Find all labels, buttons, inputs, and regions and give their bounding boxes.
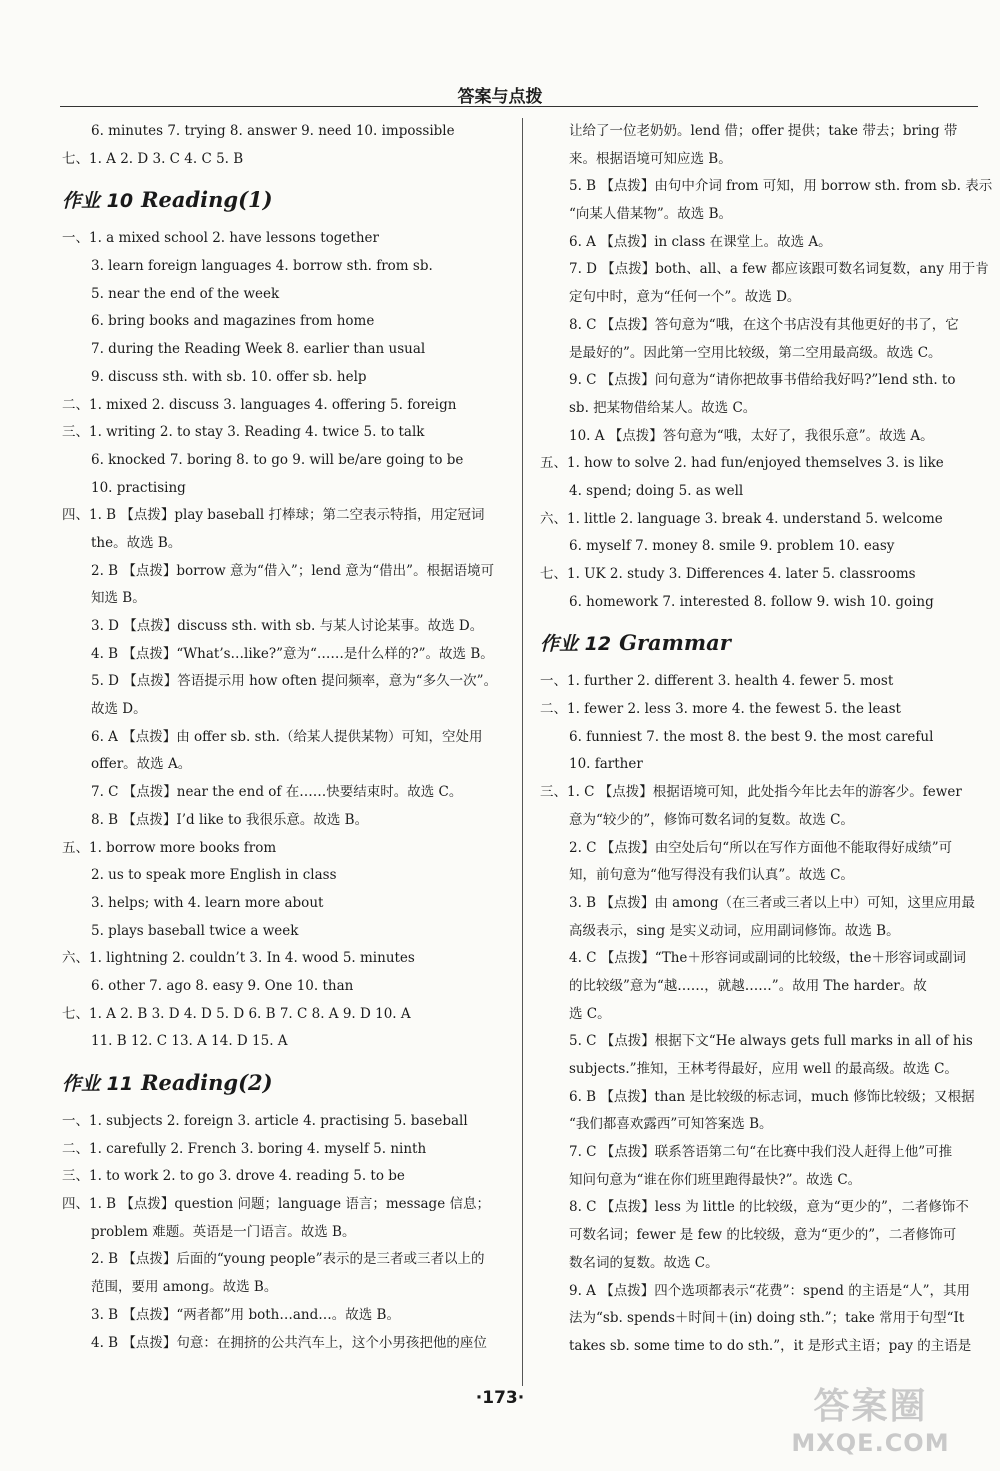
answer-line: 3. B 【点拨】由 among（在三者或三者以上中）可知，这里应用最 xyxy=(569,894,975,911)
answer-line: 5. B 【点拨】由句中介词 from 可知，用 borrow sth. from sb. 表示 xyxy=(569,178,993,195)
answer-line: 6. funniest 7. the most 8. the best 9. the most careful xyxy=(569,728,934,745)
answer-line: 的比较级”意为“越……，就越……”。故用 The harder。故 xyxy=(569,977,927,994)
answer-line: 三、1. writing 2. to stay 3. Reading 4. twice 5. to talk xyxy=(62,424,425,441)
answer-line: 4. C 【点拨】“The＋形容词或副词的比较级，the＋形容词或副词 xyxy=(569,950,966,967)
section-title xyxy=(62,185,502,215)
answer-line: 五、1. borrow more books from xyxy=(62,839,277,856)
answer-line: 三、1. to work 2. to go 3. drove 4. reading 5. to be xyxy=(62,1168,405,1185)
answer-line: 知问句意为“谁在你们班里跑得最快?”。故选 C。 xyxy=(569,1171,862,1188)
answer-line: 二、1. fewer 2. less 3. more 4. the fewest 5. the least xyxy=(540,701,901,718)
answer-line: the。故选 B。 xyxy=(91,534,182,551)
answer-line: 数名词的复数。故选 C。 xyxy=(569,1254,719,1271)
answer-line: 3. helps; with 4. learn more about xyxy=(91,894,324,911)
answer-line: 4. spend; doing 5. as well xyxy=(569,482,744,499)
section-name: Grammar xyxy=(619,630,731,656)
answer-line: 让给了一位老奶奶。lend 借；offer 提供；take 带去；bring 带 xyxy=(569,123,958,139)
answer-line: 二、1. mixed 2. discuss 3. languages 4. offering 5. foreign xyxy=(62,396,457,413)
answer-line: 6. bring books and magazines from home xyxy=(91,313,375,330)
answer-line: 9. A 【点拨】四个选项都表示“花费”：spend 的主语是“人”，其用 xyxy=(569,1282,971,1299)
answer-line: 四、1. B 【点拨】play baseball 打棒球；第二空表示特指，用定冠词 xyxy=(62,507,485,524)
answer-line: 10. A 【点拨】答句意为“哦，太好了，我很乐意”。故选 A。 xyxy=(569,427,934,444)
answer-line: 9. discuss sth. with sb. 10. offer sb. help xyxy=(91,368,367,385)
answer-line: 是最好的”。因此第一空用比较级，第二空用最高级。故选 C。 xyxy=(569,344,942,361)
answer-line: 六、1. little 2. language 3. break 4. understand 5. welcome xyxy=(540,510,943,527)
page-header-title: 答案与点拨 xyxy=(457,87,543,107)
answer-line: 七、1. A 2. B 3. D 4. D 5. D 6. B 7. C 8. A 9. D 10. A xyxy=(62,1005,411,1022)
watermark-logo xyxy=(763,1385,978,1465)
answer-line: 9. C 【点拨】问句意为“请你把故事书借给我好吗?”lend sth. to xyxy=(569,372,956,389)
column-divider xyxy=(522,118,523,1386)
answer-line: 2. us to speak more English in class xyxy=(91,867,337,884)
answer-line: 法为“sb. spends＋时间＋(in) doing sth.”；take 常用于句型“It xyxy=(569,1310,965,1327)
answer-line: 高级表示，sing 是实义动词，应用副词修饰。故选 B。 xyxy=(569,922,900,939)
answer-line: 8. C 【点拨】答句意为“哦，在这个书店没有其他更好的书了，它 xyxy=(569,316,959,333)
answer-line: 三、1. C 【点拨】根据语境可知，此处指今年比去年的游客少。fewer xyxy=(540,784,962,801)
answer-line: problem 难题。英语是一门语言。故选 B。 xyxy=(91,1223,356,1240)
watermark-url-text: MXQE.COM xyxy=(791,1429,950,1457)
answer-line: 3. B 【点拨】“两者都”用 both…and…。故选 B。 xyxy=(91,1306,400,1323)
answer-line: 5. plays baseball twice a week xyxy=(91,922,299,939)
answer-line: “向某人借某物”。故选 B。 xyxy=(569,206,733,223)
answer-line: 2. B 【点拨】borrow 意为“借入”；lend 意为“借出”。根据语境可 xyxy=(91,562,495,579)
answer-line: 6. A 【点拨】in class 在课堂上。故选 A。 xyxy=(569,233,832,250)
answer-line: 来。根据语境可知应选 B。 xyxy=(569,150,732,167)
answer-line: 选 C。 xyxy=(569,1005,611,1022)
answer-line: 10. farther xyxy=(569,756,643,773)
answer-line: 2. C 【点拨】由空处后句“所以在写作方面他不能取得好成绩”可 xyxy=(569,839,953,856)
answer-line: 四、1. B 【点拨】question 问题；language 语言；message 信息； xyxy=(62,1196,490,1213)
answer-line: 一、1. further 2. different 3. health 4. fewer 5. most xyxy=(540,673,894,690)
section-label: 作业 12 xyxy=(540,633,612,656)
answer-line: 6. other 7. ago 8. easy 9. One 10. than xyxy=(91,977,354,994)
answer-line: 五、1. how to solve 2. had fun/enjoyed themselves 3. is like xyxy=(540,455,944,472)
answer-line: 六、1. lightning 2. couldn’t 3. In 4. wood 5. minutes xyxy=(62,950,415,967)
answer-line: 范围，要用 among。故选 B。 xyxy=(91,1279,278,1296)
section-label: 作业 10 xyxy=(62,190,134,213)
answer-line: 故选 D。 xyxy=(91,701,147,718)
answer-line: 5. C 【点拨】根据下文“He always gets full marks in all of his xyxy=(569,1033,973,1050)
answer-line: 6. knocked 7. boring 8. to go 9. will be/are going to be xyxy=(91,451,464,468)
answer-line: 6. homework 7. interested 8. follow 9. wish 10. going xyxy=(569,593,934,610)
answer-line: 2. B 【点拨】后面的“young people”表示的是三者或三者以上的 xyxy=(91,1251,485,1268)
answer-line: 知，前句意为“他写得没有我们认真”。故选 C。 xyxy=(569,867,854,884)
answer-line: 7. C 【点拨】联系答语第二句“在比赛中我们没人赶得上他”可推 xyxy=(569,1144,953,1161)
left-column xyxy=(62,118,502,1357)
answer-line: 3. learn foreign languages 4. borrow sth. from sb. xyxy=(91,258,433,275)
answer-line: 5. near the end of the week xyxy=(91,285,280,302)
right-column xyxy=(540,118,993,1361)
answer-line: 一、1. subjects 2. foreign 3. article 4. practising 5. baseball xyxy=(62,1113,468,1129)
answer-line: 6. B 【点拨】than 是比较级的标志词，much 修饰比较级；又根据 xyxy=(569,1088,975,1105)
answer-line: 七、1. UK 2. study 3. Differences 4. later 5. classrooms xyxy=(540,566,916,582)
answer-line: offer。故选 A。 xyxy=(91,756,192,773)
answer-line: 4. B 【点拨】“What’s…like?”意为“……是什么样的?”。故选 B。 xyxy=(91,645,494,662)
answer-line: 7. during the Reading Week 8. earlier than usual xyxy=(91,341,426,358)
answer-line: subjects.”推知，王林考得最好，应用 well 的最高级。故选 C。 xyxy=(569,1061,958,1077)
watermark-main-text: 答案圈 xyxy=(813,1386,928,1427)
answer-line: 10. practising xyxy=(91,479,186,496)
answer-line: 6. myself 7. money 8. smile 9. problem 10. easy xyxy=(569,538,895,555)
answer-line: 8. C 【点拨】less 为 little 的比较级，意为“更少的”，二者修饰不 xyxy=(569,1199,969,1216)
section-name: Reading(1) xyxy=(141,187,273,213)
answer-line: 可数名词；fewer 是 few 的比较级，意为“更少的”，二者修饰可 xyxy=(569,1227,957,1244)
section-label: 作业 11 xyxy=(62,1073,134,1095)
answer-line: takes sb. some time to do sth.”，it 是形式主语；pay 的主语是 xyxy=(569,1337,972,1354)
answer-line: 8. B 【点拨】I’d like to 我很乐意。故选 B。 xyxy=(91,811,369,828)
answer-line: 一、1. a mixed school 2. have lessons together xyxy=(62,230,379,247)
answer-line: 知选 B。 xyxy=(91,590,146,607)
section-name: Reading(2) xyxy=(141,1070,273,1095)
page-number: ·173· xyxy=(475,1388,525,1408)
answer-line: 意为“较少的”，修饰可数名词的复数。故选 C。 xyxy=(569,811,854,828)
answer-line: sb. 把某物借给某人。故选 C。 xyxy=(569,399,757,416)
answer-line: 7. C 【点拨】near the end of 在……快要结束时。故选 C。 xyxy=(91,784,463,801)
section-title xyxy=(540,628,980,658)
answer-line: 七、1. A 2. D 3. C 4. C 5. B xyxy=(62,150,244,167)
answer-line: 6. minutes 7. trying 8. answer 9. need 10. impossible xyxy=(91,123,455,139)
answer-line: 二、1. carefully 2. French 3. boring 4. myself 5. ninth xyxy=(62,1140,427,1157)
answer-line: 11. B 12. C 13. A 14. D 15. A xyxy=(91,1033,288,1050)
answer-line: 5. D 【点拨】答语提示用 how often 提问频率，意为“多久一次”。 xyxy=(91,673,498,690)
answer-line: 定句中时，意为“任何一个”。故选 D。 xyxy=(569,289,801,306)
answer-line: 6. A 【点拨】由 offer sb. sth.（给某人提供某物）可知，空处用 xyxy=(91,728,483,745)
answer-line: 7. D 【点拨】both、all、a few 都应该跟可数名词复数，any 用于肯 xyxy=(569,261,989,278)
header-rule xyxy=(60,106,978,107)
answer-line: 3. D 【点拨】discuss sth. with sb. 与某人讨论某事。故选 D。 xyxy=(91,618,484,634)
answer-line: 4. B 【点拨】句意：在拥挤的公共汽车上，这个小男孩把他的座位 xyxy=(91,1334,487,1351)
section-title xyxy=(62,1068,502,1098)
answer-line: “我们都喜欢露西”可知答案选 B。 xyxy=(569,1116,773,1133)
